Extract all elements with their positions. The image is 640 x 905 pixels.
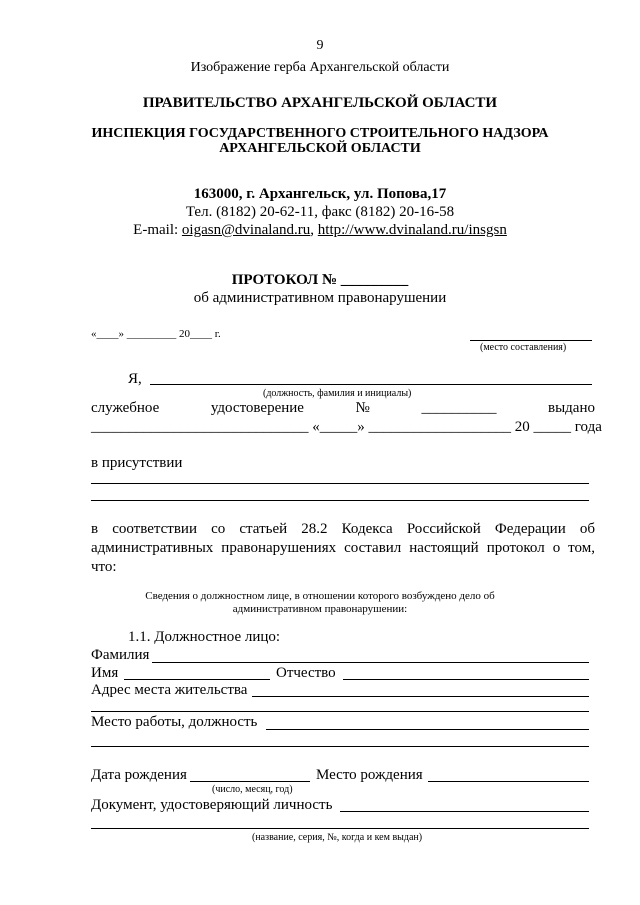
i-label: Я, (128, 371, 142, 387)
address-line2 (91, 711, 589, 712)
email-prefix: E-mail: (133, 222, 182, 238)
cert-word-number: № (355, 400, 370, 416)
work-line (266, 729, 589, 730)
phone: Тел. (8182) 20-62-11, факс (8182) 20-16-58 (185, 204, 455, 220)
official-heading: 1.1. Должностное лицо: (128, 629, 281, 645)
position-line (150, 384, 592, 385)
protocol-subtitle: об административном правонарушении (193, 290, 447, 306)
position-caption: (должность, фамилия и инициалы) (263, 388, 412, 399)
inspection-title-line1: ИНСПЕКЦИЯ ГОСУДАРСТВЕННОГО СТРОИТЕЛЬНОГО НАДЗОРА (91, 126, 549, 141)
work-line2 (91, 746, 589, 747)
birthdate-label: Дата рождения (91, 767, 187, 783)
patronymic-label: Отчество (276, 665, 336, 681)
email-link[interactable]: oigasn@dvinaland.ru (181, 222, 311, 238)
certificate-line2: _____________________________ «_____» ___________________ 20 _____ года (91, 419, 602, 435)
cert-word-issued: выдано (548, 400, 595, 416)
patronymic-line (343, 679, 589, 680)
article-paragraph: в соответствии со статьей 28.2 Кодекса Российской Федерации об административных правонарушениях составил настоящий протокол о том, что: (91, 521, 595, 575)
place-line (470, 340, 592, 341)
birthplace-label: Место рождения (316, 767, 423, 783)
name-label: Имя (91, 665, 119, 681)
government-title: ПРАВИТЕЛЬСТВО АРХАНГЕЛЬСКОЙ ОБЛАСТИ (142, 95, 498, 111)
info-heading-line1: Сведения о должностном лице, в отношении которого возбуждено дело об (145, 590, 495, 602)
presence-line1 (91, 483, 589, 484)
birthdate-line (190, 781, 310, 782)
surname-line (152, 662, 589, 663)
coat-of-arms-note: Изображение герба Архангельской области (190, 60, 450, 75)
birthplace-line (428, 781, 589, 782)
address: 163000, г. Архангельск, ул. Попова,17 (193, 186, 447, 202)
certificate-line1 (91, 400, 595, 417)
document-label: Документ, удостоверяющий личность (91, 797, 333, 813)
birthdate-caption: (число, месяц, год) (212, 784, 293, 795)
address-line (252, 696, 589, 697)
presence-line2 (91, 500, 589, 501)
document-line (340, 811, 589, 812)
page-number: 9 (316, 38, 324, 53)
website-link[interactable]: http://www.dvinaland.ru/insgsn (317, 222, 507, 238)
place-caption: (место составления) (480, 342, 567, 353)
address-label: Адрес места жительства (91, 682, 248, 698)
info-heading-line2: административном правонарушении: (232, 603, 408, 615)
cert-word-blank: __________ (421, 400, 497, 416)
protocol-title: ПРОТОКОЛ № _________ (231, 272, 409, 288)
presence-label: в присутствии (91, 455, 183, 471)
cert-word-official: служебное (91, 400, 160, 416)
date-field: «____» _________ 20____ г. (91, 328, 221, 340)
document-caption: (название, серия, №, когда и кем выдан) (252, 832, 423, 843)
document-line2 (91, 828, 589, 829)
contacts-separator: , (310, 222, 318, 238)
inspection-title-line2: АРХАНГЕЛЬСКОЙ ОБЛАСТИ (219, 141, 421, 156)
cert-word-certificate: удостоверение (210, 400, 304, 416)
work-label: Место работы, должность (91, 714, 258, 730)
surname-label: Фамилия (91, 647, 150, 663)
name-line (124, 679, 270, 680)
contacts (0, 222, 640, 239)
